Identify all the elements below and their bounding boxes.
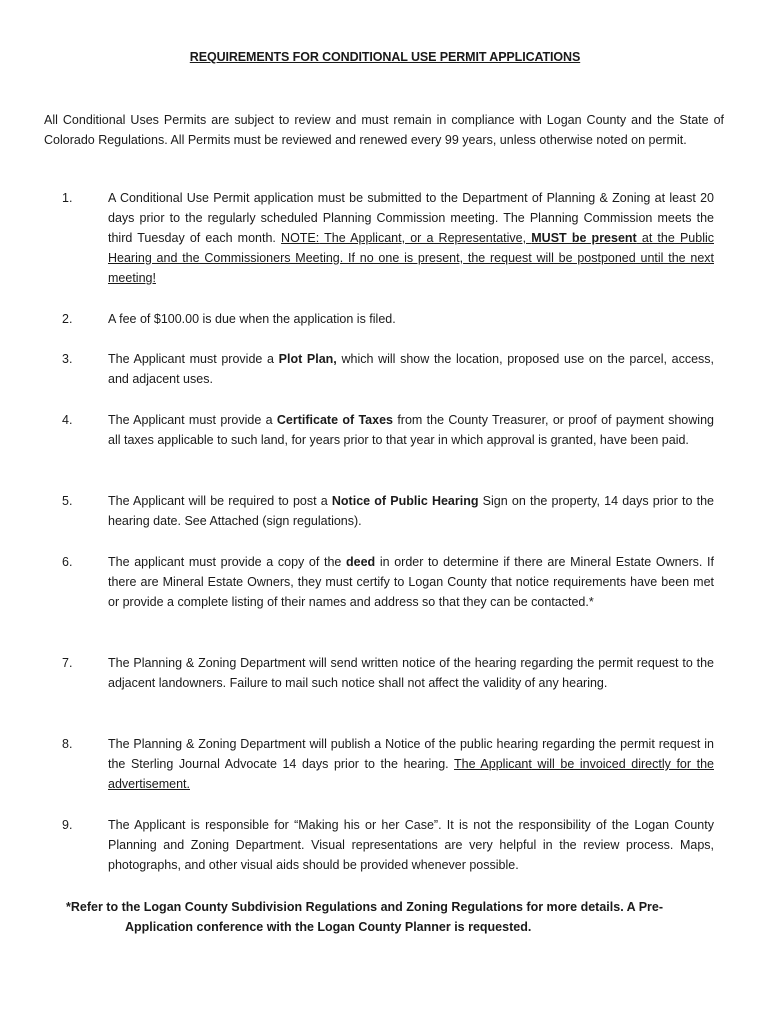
- bold-term: Certificate of Taxes: [276, 413, 393, 427]
- item-text: The Applicant will be required to post a Notice of Public Hearing Sign on the property, 14 days prior to the hearing date. See Attached (sign regulations).: [108, 494, 714, 528]
- item-number: 2.: [62, 312, 73, 326]
- item-text: The Planning & Zoning Department will send written notice of the hearing regarding the permit request to the adjacent landowners. Failure to mail such notice shall not affect the validity of any hearing.: [108, 656, 714, 690]
- must-be-present: MUST be present: [531, 231, 637, 245]
- bold-term: Notice of Public Hearing: [331, 494, 479, 508]
- item-text: The applicant must provide a copy of the deed in order to determine if there are Mineral Estate Owners. If there are Mineral Estate Owners, they must certify to Logan County that notice requirements have been met or provide a complete listing of their names and address so that they can be contacted.*: [108, 555, 714, 609]
- note-label: NOTE:: [281, 231, 320, 245]
- item-number: 6.: [62, 555, 73, 569]
- item-text: The Applicant must provide a Plot Plan, which will show the location, proposed use on the parcel, access, and adjacent uses.: [108, 352, 714, 386]
- item-text: The Applicant is responsible for “Making his or her Case”. It is not the responsibility of the Logan County Planning and Zoning Department. Visual representations are very helpful in the review process. Maps, photographs, and other visual aids should be provided whenever possible.: [108, 818, 714, 872]
- document-title: REQUIREMENTS FOR CONDITIONAL USE PERMIT APPLICATIONS: [189, 50, 581, 64]
- intro-paragraph: All Conditional Uses Permits are subject to review and must remain in compliance with Logan County and the State of Colorado Regulations. All Permits must be reviewed and renewed every 99 years, unless otherwise noted on permit.: [44, 113, 724, 147]
- item-text: A Conditional Use Permit application must be submitted to the Department of Planning & Zoning at least 20 days prior to the regularly scheduled Planning Commission meeting. The Planning Commission meets the third Tuesday of each month. NOTE: The Applicant, or a Representative, MUST be present at the Public Hearing and the Commissioners Meeting. If no one is present, the request will be postponed until the next meeting!: [108, 191, 715, 285]
- item-text: A fee of $100.00 is due when the application is filed.: [108, 312, 396, 326]
- item-number: 7.: [62, 656, 73, 670]
- item-number: 5.: [62, 494, 73, 508]
- footer-note: *Refer to the Logan County Subdivision Regulations and Zoning Regulations for more details. A Pre- Application conference with the Logan County Planner is requested.: [66, 900, 664, 934]
- item-number: 3.: [62, 352, 73, 366]
- bold-term: deed: [346, 555, 376, 569]
- item-number: 1.: [62, 191, 73, 205]
- bold-term: Plot Plan,: [278, 352, 337, 366]
- item-number: 9.: [62, 818, 73, 832]
- item-number: 8.: [62, 737, 73, 751]
- item-text: The Applicant must provide a Certificate of Taxes from the County Treasurer, or proof of payment showing all taxes applicable to such land, for years prior to that year in which approval is granted, have been paid.: [108, 413, 714, 447]
- item-number: 4.: [62, 413, 73, 427]
- item-text: The Planning & Zoning Department will publish a Notice of the public hearing regarding the permit request in the Sterling Journal Advocate 14 days prior to the hearing. The Applicant will be invoiced directly for the advertisement.: [108, 737, 714, 791]
